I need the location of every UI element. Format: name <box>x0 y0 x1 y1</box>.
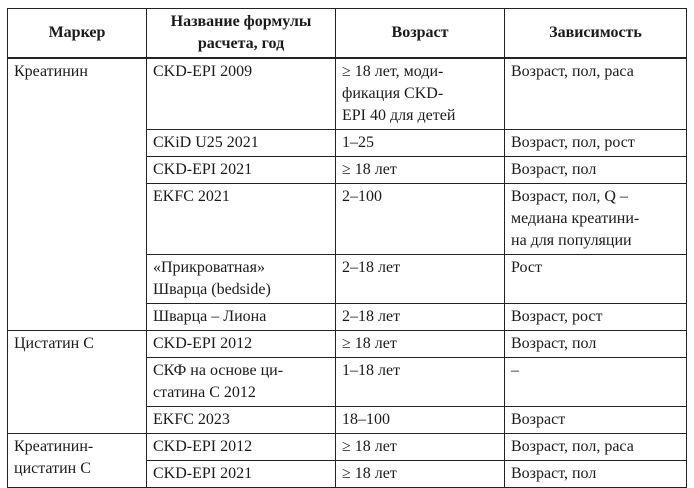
dependency-cell: Возраст <box>505 407 687 434</box>
dependency-cell: Возраст, пол <box>505 461 687 488</box>
formula-cell: «Прикроватная» Шварца (bedside) <box>147 255 336 304</box>
age-cell: 2–18 лет <box>336 255 505 304</box>
header-age: Возраст <box>336 9 505 59</box>
formula-cell: CKD-EPI 2012 <box>147 331 336 358</box>
marker-cell: Креатинин- цистатин С <box>8 434 147 488</box>
age-cell: ≥ 18 лет <box>336 157 505 184</box>
formula-cell: CKiD U25 2021 <box>147 130 336 157</box>
dependency-cell: Возраст, пол <box>505 157 687 184</box>
age-cell: 2–100 <box>336 184 505 255</box>
age-cell: ≥ 18 лет <box>336 434 505 461</box>
age-cell: 1–18 лет <box>336 358 505 407</box>
dependency-cell: Возраст, пол, Q – медиана креатини- на для популяции <box>505 184 687 255</box>
dependency-cell: Рост <box>505 255 687 304</box>
formula-cell: CKD-EPI 2009 <box>147 58 336 130</box>
table-row <box>8 58 687 130</box>
age-cell: ≥ 18 лет <box>336 331 505 358</box>
age-cell: 18–100 <box>336 407 505 434</box>
header-dependency: Зависимость <box>505 9 687 59</box>
formula-cell: CKD-EPI 2021 <box>147 461 336 488</box>
dependency-cell: Возраст, пол, раса <box>505 434 687 461</box>
formula-cell: СКФ на основе ци- статина С 2012 <box>147 358 336 407</box>
marker-cell: Креатинин <box>8 58 147 331</box>
age-cell: ≥ 18 лет, моди- фикация CKD- EPI 40 для детей <box>336 58 505 130</box>
marker-cell: Цистатин С <box>8 331 147 434</box>
age-cell: 1–25 <box>336 130 505 157</box>
dependency-cell: Возраст, пол <box>505 331 687 358</box>
header-marker: Маркер <box>8 9 147 59</box>
dependency-cell: Возраст, пол, раса <box>505 58 687 130</box>
formula-cell: Шварца – Лиона <box>147 304 336 331</box>
dependency-cell: Возраст, пол, рост <box>505 130 687 157</box>
table-row <box>8 434 687 461</box>
header-formula: Название формулы расчета, год <box>147 9 336 59</box>
age-cell: 2–18 лет <box>336 304 505 331</box>
table-row <box>8 331 687 358</box>
formula-cell: EKFC 2021 <box>147 184 336 255</box>
formula-cell: CKD-EPI 2021 <box>147 157 336 184</box>
age-cell: ≥ 18 лет <box>336 461 505 488</box>
formula-cell: CKD-EPI 2012 <box>147 434 336 461</box>
formula-table <box>7 8 687 488</box>
dependency-cell: – <box>505 358 687 407</box>
formula-cell: EKFC 2023 <box>147 407 336 434</box>
dependency-cell: Возраст, рост <box>505 304 687 331</box>
header-row <box>8 9 687 59</box>
